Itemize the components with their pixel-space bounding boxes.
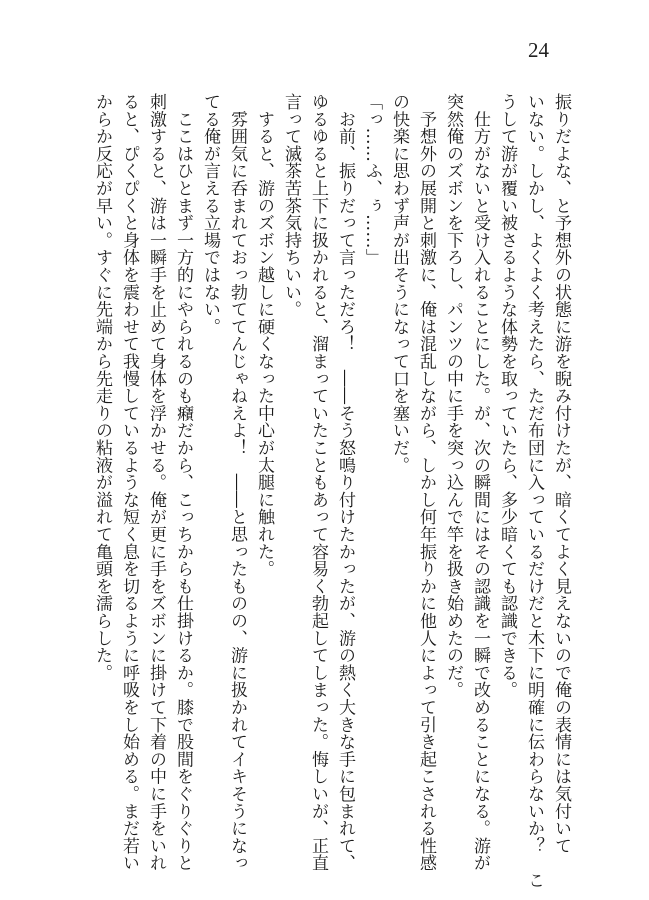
text-line: 予想外の展開と刺激に、俺は混乱しながら、しかし何年振りかに他人によって引き起こされる性感: [416, 93, 436, 872]
text-line: てる俺が言える立場ではない。: [200, 93, 220, 336]
text-line: 雰囲気に呑まれておっ勃ててんじゃねえよ！ ――と思ったものの、游に扱かれてイキそうになっ: [227, 93, 247, 872]
text-line: 振りだよな、と予想外の状態に游を睨み付けたが、暗くてよく見えないので俺の表情には気付いて: [551, 93, 571, 855]
text-line: ゆるゆると上下に扱かれると、溜まっていたこともあって容易く勃起してしまった。悔しいが、正直: [308, 93, 328, 872]
text-line: いない。しかし、よくよく考えたら、ただ布団に入っているだけだと木下に明確に伝わらないか？ こ: [524, 93, 544, 889]
dialogue-line: 「っ……ふ、ぅ……」: [362, 93, 382, 266]
body-text: [88, 93, 574, 889]
text-line: うして游が覆い被さるような体勢を取っていたら、多少暗くても認識できる。: [497, 93, 517, 699]
page-number: 24: [528, 38, 549, 62]
text-line: 刺激すると、游は一瞬手を止めて身体を浮かせる。俺が更に手をズボンに掛けて下着の中に手をいれ: [146, 93, 166, 872]
text-line: ると、ぴくぴくと身体を震わせて我慢しているような短く息を切るように呼吸をし始める。まだ若い: [119, 93, 139, 872]
text-line: からか反応が早い。すぐに先端から先走りの粘液が溢れて亀頭を濡らした。: [92, 93, 112, 682]
text-line: 仕方がないと受け入れることにした。が、次の瞬間にはその認識を一瞬で改めることになる。游が: [470, 93, 490, 872]
text-line: 突然俺のズボンを下ろし、パンツの中に手を突っ込んで竿を扱き始めたのだ。: [443, 93, 463, 699]
text-line: すると、游のズボン越しに硬くなった中心が太腿に触れた。: [254, 93, 274, 578]
text-line: ここはひとまず一方的にやられるのも癪だから、こっちからも仕掛けるか。膝で股間をぐりぐりと: [173, 93, 193, 872]
text-line: 言って滅茶苦茶気持ちいい。: [281, 93, 301, 318]
text-line: お前、振りだって言っただろ！ ――そう怒鳴り付けたかったが、游の熱く大きな手に包まれて、: [335, 93, 355, 872]
text-line: の快楽に思わず声が出そうになって口を塞いだ。: [389, 93, 409, 474]
